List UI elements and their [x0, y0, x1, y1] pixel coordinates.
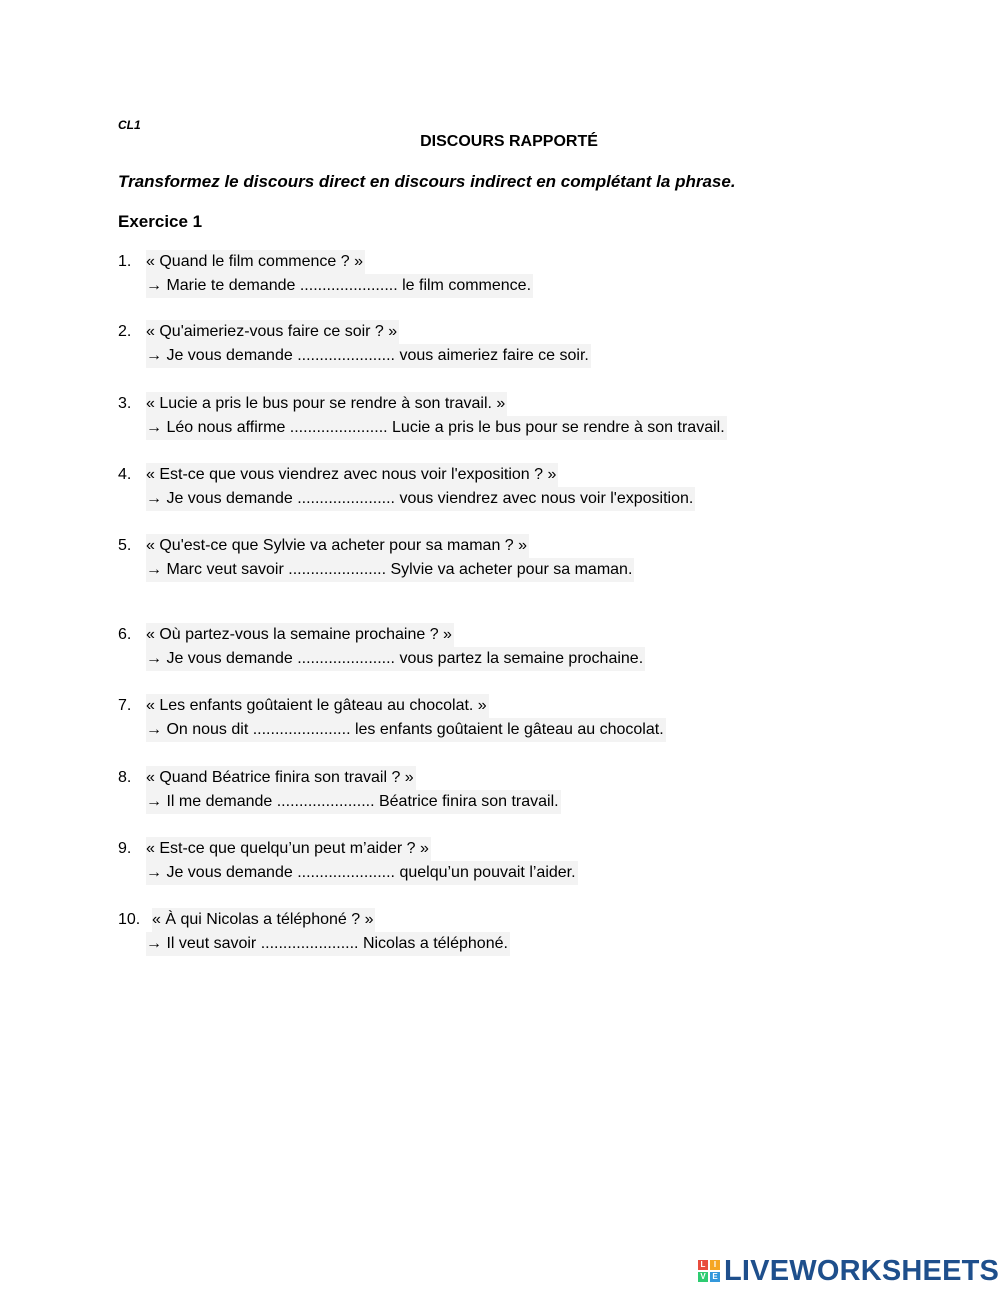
list-item [118, 766, 561, 814]
answer-line[interactable]: → Je vous demande ...................... quelqu’un pouvait l’aider. [146, 861, 578, 885]
list-item [118, 320, 591, 368]
direct-speech: « Est-ce que vous viendrez avec nous voir l'exposition ? » [146, 463, 558, 487]
list-item [118, 463, 695, 511]
answer-line[interactable]: → Je vous demande ...................... vous partez la semaine prochaine. [146, 647, 645, 671]
logo-wordmark: LIVEWORKSHEETS [724, 1254, 1000, 1287]
answer-line[interactable]: → Il me demande ...................... Béatrice finira son travail. [146, 790, 561, 814]
list-item [118, 908, 510, 956]
item-number: 2. [118, 323, 132, 340]
item-number: 9. [118, 840, 132, 857]
list-item [118, 694, 666, 742]
list-item [118, 392, 727, 440]
worksheet-code: CL1 [118, 118, 141, 132]
badge-letter: L [698, 1260, 708, 1270]
liveworksheets-logo [698, 1255, 999, 1287]
direct-speech: « Quand Béatrice finira son travail ? » [146, 766, 416, 790]
item-number: 4. [118, 466, 132, 483]
item-number: 6. [118, 626, 132, 643]
direct-speech: « Qu'aimeriez-vous faire ce soir ? » [146, 320, 399, 344]
logo-badge-icon [698, 1260, 720, 1282]
exercise-title: Exercice 1 [118, 212, 203, 231]
item-number: 3. [118, 395, 132, 412]
item-number: 10. [118, 911, 141, 928]
page-title: DISCOURS RAPPORTÉ [420, 133, 598, 150]
direct-speech: « Lucie a pris le bus pour se rendre à son travail. » [146, 392, 507, 416]
answer-line[interactable]: → Marie te demande ...................... le film commence. [146, 274, 533, 298]
answer-line[interactable]: → Il veut savoir ...................... Nicolas a téléphoné. [146, 932, 510, 956]
list-item [118, 534, 634, 582]
direct-speech: « Quand le film commence ? » [146, 250, 365, 274]
direct-speech: « À qui Nicolas a téléphoné ? » [152, 908, 375, 932]
item-number: 5. [118, 537, 132, 554]
answer-line[interactable]: → Je vous demande ...................... vous viendrez avec nous voir l'exposition. [146, 487, 695, 511]
item-number: 1. [118, 253, 132, 270]
badge-letter: V [698, 1272, 708, 1282]
instruction: Transformez le discours direct en discours indirect en complétant la phrase. [118, 172, 736, 191]
badge-letter: I [710, 1260, 720, 1270]
direct-speech: « Qu'est-ce que Sylvie va acheter pour sa maman ? » [146, 534, 529, 558]
direct-speech: « Les enfants goûtaient le gâteau au chocolat. » [146, 694, 489, 718]
list-item [118, 837, 578, 885]
item-number: 7. [118, 697, 132, 714]
list-item [118, 250, 533, 298]
answer-line[interactable]: → Je vous demande ...................... vous aimeriez faire ce soir. [146, 344, 591, 368]
answer-line[interactable]: → Léo nous affirme ...................... Lucie a pris le bus pour se rendre à son travail. [146, 416, 727, 440]
answer-line[interactable]: → On nous dit ...................... les enfants goûtaient le gâteau au chocolat. [146, 718, 666, 742]
answer-line[interactable]: → Marc veut savoir ...................... Sylvie va acheter pour sa maman. [146, 558, 634, 582]
direct-speech: « Est-ce que quelqu’un peut m’aider ? » [146, 837, 431, 861]
badge-letter: E [710, 1272, 720, 1282]
item-number: 8. [118, 769, 132, 786]
list-item [118, 623, 645, 671]
direct-speech: « Où partez-vous la semaine prochaine ? » [146, 623, 454, 647]
